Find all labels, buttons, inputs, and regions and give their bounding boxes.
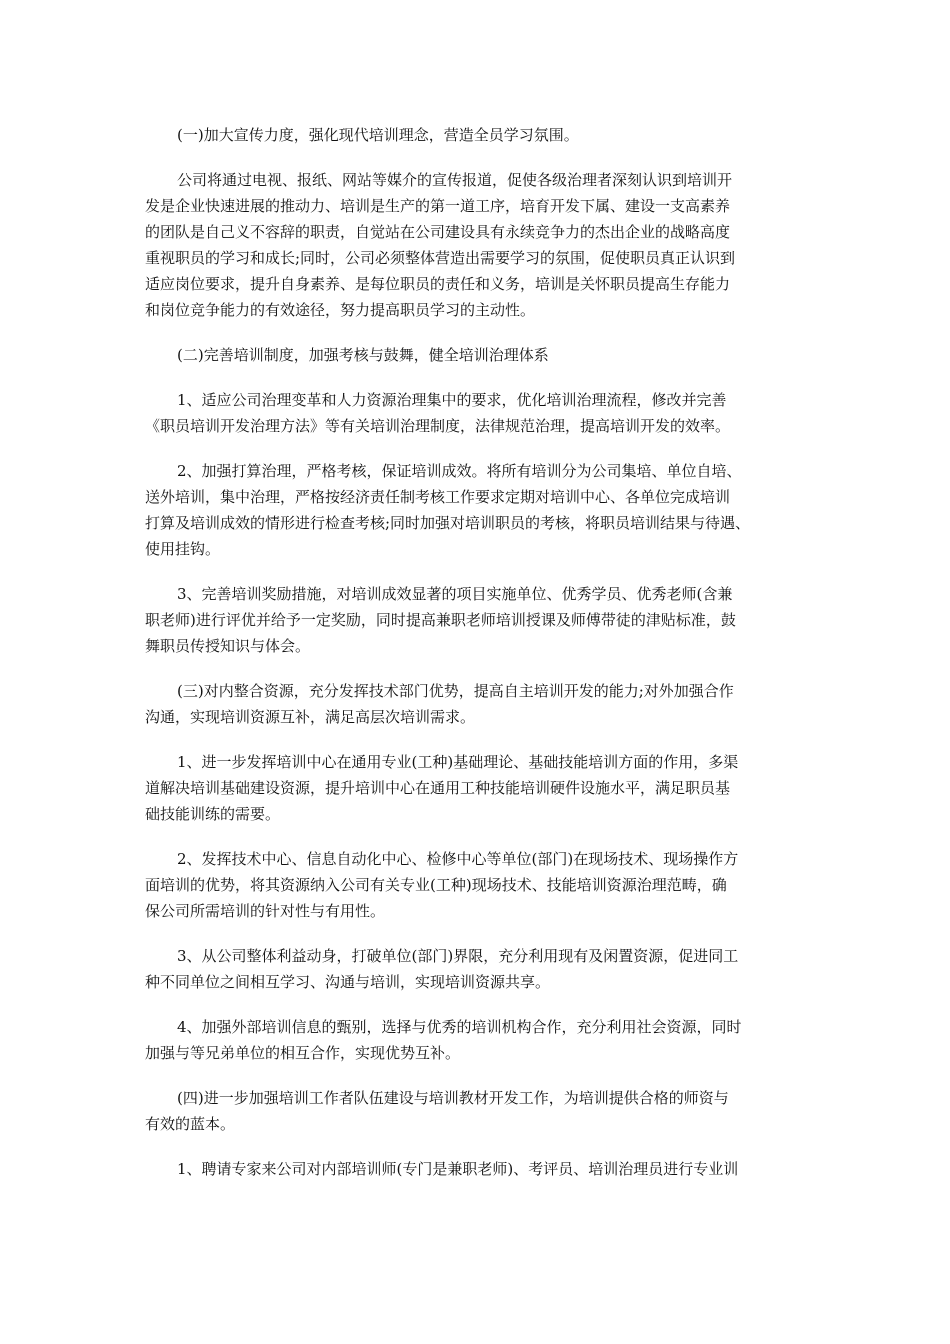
text-line: 道解决培训基础建设资源，提升培训中心在通用工种技能培训硬件设施水平，满足职员基 [145,779,731,797]
text-line: (三)对内整合资源，充分发挥技术部门优势，提高自主培训开发的能力;对外加强合作 [177,682,734,700]
text-line: 保公司所需培训的针对性与有用性。 [145,902,386,920]
text-line: 沟通，实现培训资源互补，满足高层次培训需求。 [145,708,476,726]
document-page [145,122,810,1201]
text-line: 送外培训，集中治理，严格按经济责任制考核工作要求定期对培训中心、各单位完成培训 [145,488,731,506]
text-line: 种不同单位之间相互学习、沟通与培训，实现培训资源共享。 [145,973,551,991]
text-line: 有效的蓝本。 [145,1115,236,1133]
text-line: 职老师)进行评优并给予一定奖励，同时提高兼职老师培训授课及师傅带徒的津贴标准，鼓 [145,611,736,629]
body-paragraph [145,846,810,924]
text-line: 3、从公司整体利益动身，打破单位(部门)界限，充分利用现有及闲置资源，促进同工 [177,947,739,965]
section-heading-1 [145,122,810,148]
text-line: 1、进一步发挥培训中心在通用专业(工种)基础理论、基础技能培训方面的作用，多渠 [177,753,739,771]
section-heading-3 [145,678,810,730]
text-line: (四)进一步加强培训工作者队伍建设与培训教材开发工作，为培训提供合格的师资与 [177,1089,729,1107]
body-paragraph [145,943,810,995]
text-line: 2、发挥技术中心、信息自动化中心、检修中心等单位(部门)在现场技术、现场操作方 [177,850,739,868]
text-line: 2、加强打算治理，严格考核，保证培训成效。将所有培训分为公司集培、单位自培、 [177,462,742,480]
text-line: 3、完善培训奖励措施，对培训成效显著的项目实施单位、优秀学员、优秀老师(含兼 [177,585,733,603]
text-line: 1、聘请专家来公司对内部培训师(专门是兼职老师)、考评员、培训治理员进行专业训 [177,1160,739,1178]
text-line: 础技能训练的需要。 [145,805,281,823]
text-line: (二)完善培训制度，加强考核与鼓舞，健全培训治理体系 [177,346,549,364]
section-heading-4 [145,1085,810,1137]
text-line: 打算及培训成效的情形进行检查考核;同时加强对培训职员的考核，将职员培训结果与待遇、 [145,514,751,532]
body-paragraph [145,581,810,659]
text-line: 加强与等兄弟单位的相互合作，实现优势互补。 [145,1044,461,1062]
text-line: 发是企业快速进展的推动力、培训是生产的第一道工序，培育开发下属、建设一支高素养 [145,197,731,215]
text-line: 重视职员的学习和成长;同时，公司必须整体营造出需要学习的氛围，促使职员真正认识到 [145,249,736,267]
body-paragraph [145,749,810,827]
text-line: 适应岗位要求，提升自身素养、是每位职员的责任和义务，培训是关怀职员提高生存能力 [145,275,731,293]
text-line: 4、加强外部培训信息的甄别，选择与优秀的培训机构合作，充分利用社会资源，同时 [177,1018,742,1036]
text-line: 公司将通过电视、报纸、网站等媒介的宣传报道，促使各级治理者深刻认识到培训开 [177,171,733,189]
body-paragraph [145,458,810,562]
text-line: 的团队是自己义不容辞的职责，自觉站在公司建设具有永续竞争力的杰出企业的战略高度 [145,223,731,241]
text-line: (一)加大宣传力度，强化现代培训理念，营造全员学习氛围。 [177,126,579,144]
section-heading-2 [145,342,810,368]
body-paragraph [145,1014,810,1066]
body-paragraph [145,1156,810,1182]
text-line: 舞职员传授知识与体会。 [145,637,311,655]
text-line: 1、适应公司治理变革和人力资源治理集中的要求，优化培训治理流程，修改并完善 [177,391,727,409]
text-line: 《职员培训开发治理方法》等有关培训治理制度，法律规范治理，提高培训开发的效率。 [145,417,731,435]
body-paragraph [145,387,810,439]
text-line: 和岗位竞争能力的有效途径，努力提高职员学习的主动性。 [145,301,536,319]
text-line: 面培训的优势，将其资源纳入公司有关专业(工种)现场技术、技能培训资源治理范畴，确 [145,876,727,894]
text-line: 使用挂钩。 [145,540,221,558]
body-paragraph [145,167,810,323]
